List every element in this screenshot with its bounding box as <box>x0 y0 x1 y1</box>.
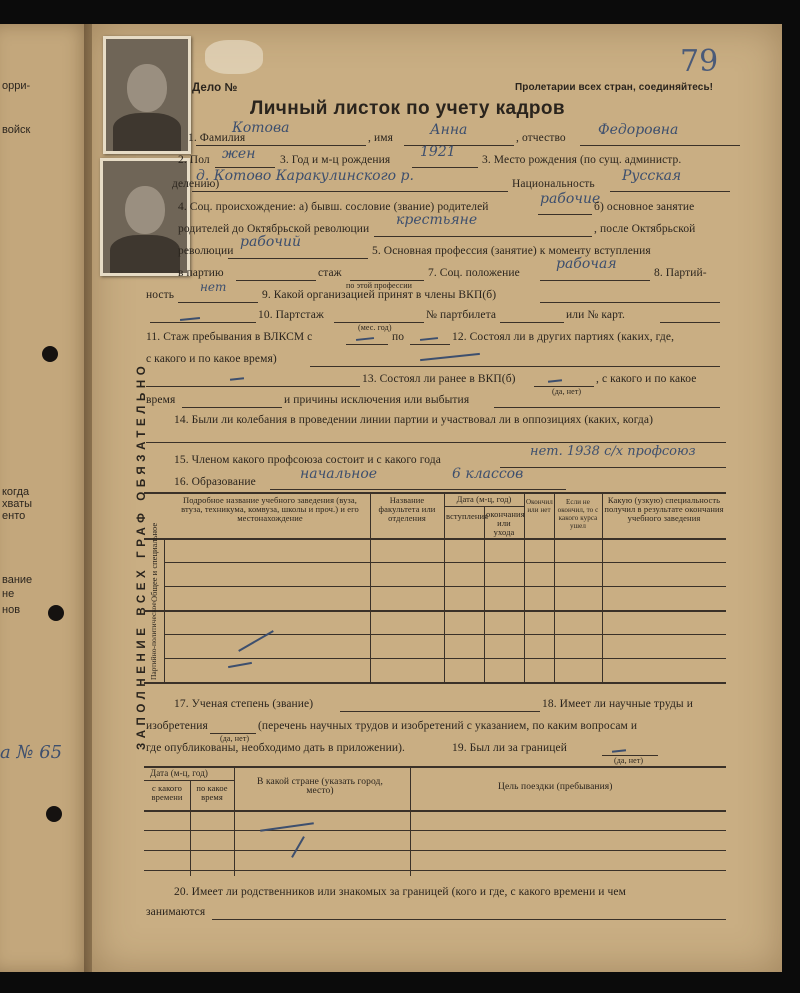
left-page-text: вание <box>2 574 33 586</box>
label-social-position: 7. Соц. положение <box>428 267 520 279</box>
edu-header-leaving: окончания или ухода <box>486 509 525 537</box>
left-page-text: орри- <box>2 80 31 92</box>
edu-row-label-general: Общее и специальное <box>149 522 159 602</box>
left-handwritten-number: а № 65 <box>0 742 63 763</box>
label-other-parties: 12. Состоял ли в других партиях (каких, где, <box>452 331 675 343</box>
label-after-revolution: , после Октябрьской <box>594 223 696 235</box>
label-party-entry: в партию <box>178 267 224 279</box>
label-education: 16. Образование <box>174 476 256 488</box>
label-yes-no: (да, нет) <box>552 387 582 396</box>
value-surname: Котова <box>232 120 290 136</box>
label-birth: 3. Год и м-ц рождения <box>280 154 391 166</box>
label-yes-no-3: (да, нет) <box>614 756 644 765</box>
value-party-membership: нет <box>200 280 227 294</box>
portrait-photo-bottom <box>100 158 190 276</box>
left-page-text: нов <box>2 604 21 616</box>
side-notice: ЗАПОЛНЕНИЕ ВСЕХ ГРАФ ОБЯЗАТЕЛЬНО <box>136 361 148 750</box>
value-birthplace: д. Котово Каракулинского р. <box>196 168 414 184</box>
label-month-year: (мес. год) <box>358 323 392 332</box>
label-patronymic: , отчество <box>516 132 566 144</box>
abroad-header-from: с какого времени <box>151 783 183 802</box>
value-social-position: рабочая <box>556 256 617 272</box>
value-sex: жен <box>222 146 256 162</box>
label-trade-union: 15. Членом какого профсоюза состоит и с какого года <box>174 454 441 466</box>
edu-header-faculty: Название факультета или отделения <box>378 495 436 523</box>
left-page-text: войск <box>2 124 31 136</box>
value-trade-union: нет. 1938 с/х профсоюз <box>530 444 696 459</box>
label-birthplace: 3. Место рождения (по сущ. администр. <box>482 154 682 166</box>
edu-header-specialty: Какую (узкую) специальность получил в результате окончания учебного заведения <box>604 495 724 523</box>
edu-header-date: Дата (м-ц, год) <box>456 494 512 504</box>
label-inventions: изобретения <box>146 720 208 732</box>
label-main-profession: 5. Основная профессия (занятие) к моменту вступления <box>372 245 651 257</box>
form-title: Личный листок по учету кадров <box>250 98 565 119</box>
label-works-list: (перечень научных трудов и изобретений с указанием, по каким вопросам и <box>258 720 638 732</box>
left-page-text: когда <box>2 486 30 498</box>
value-name: Анна <box>430 122 468 138</box>
label-party-card: № партбилета <box>426 309 497 321</box>
label-relatives-abroad: 20. Имеет ли родственников или знакомых за границей (кого и где, с какого времени и чем <box>174 886 626 898</box>
punch-hole <box>48 605 64 621</box>
label-hesitations: 14. Были ли колебания в проведении линии партии и участвовал ли в оппозициях (каких, когда) <box>174 414 654 426</box>
label-to: по <box>392 331 405 343</box>
slogan: Пролетарии всех стран, соединяйтесь! <box>515 82 714 93</box>
label-from-to: , с какого и по какое <box>596 373 697 385</box>
label-yes-no-2: (да, нет) <box>220 734 250 743</box>
edu-header-entry: вступления <box>446 511 489 521</box>
label-division: делению) <box>172 178 220 190</box>
label-card-number: или № карт. <box>566 309 626 321</box>
edu-header-institution: Подробное название учебного заведения (вуза, втуза, техникума, комвуза, школы и проч.) и его местонахождение <box>181 495 359 523</box>
abroad-header-purpose: Цель поездки (пребывания) <box>498 782 613 792</box>
corner-number: 79 <box>680 44 719 79</box>
label-party-tenure: 10. Партстаж <box>258 309 324 321</box>
value-education: начальное <box>300 466 378 482</box>
edu-header-graduated: Окончил или нет <box>526 498 553 514</box>
punch-hole <box>46 806 62 822</box>
label-accepted-by: 9. Какой организацией принят в члены ВКП(б) <box>262 289 497 301</box>
abroad-header-country: В какой стране (указать город, место) <box>257 777 383 796</box>
edu-header-course: Если не окончил, то с какого курса ушел <box>557 498 599 530</box>
label-party-membership: 8. Партий- <box>654 267 707 279</box>
label-this-profession: по этой профессии <box>346 281 412 290</box>
label-nationality: Национальность <box>512 178 595 190</box>
value-nationality: Русская <box>622 168 682 184</box>
value-before-revolution: крестьяне <box>396 212 478 228</box>
edu-row-label-political: Партийно-политическое <box>149 602 158 680</box>
label-main-occupation: б) основное занятие <box>594 201 695 213</box>
label-time: время <box>146 394 176 406</box>
label-surname: 1. Фамилия <box>188 132 246 144</box>
value-patronymic: Федоровна <box>598 122 679 138</box>
left-page-text: не <box>2 588 15 600</box>
label-sex: 2. Пол <box>178 154 210 166</box>
abroad-header-to: по какое время <box>196 783 228 802</box>
label-academic-degree: 17. Ученая степень (звание) <box>174 698 314 710</box>
value-education-classes: 6 классов <box>452 466 524 482</box>
label-published: где опубликованы, необходимо дать в приложении). <box>146 742 405 754</box>
value-birth-year: 1921 <box>420 144 456 160</box>
label-before-revolution: родителей до Октябрьской революции <box>178 223 370 235</box>
delo-label: Дело № <box>192 82 238 94</box>
portrait-photo-top <box>103 36 191 154</box>
left-page-text: енто <box>2 510 26 522</box>
label-abroad: 19. Был ли за границей <box>452 742 567 754</box>
label-reasons: и причины исключения или выбытия <box>284 394 470 406</box>
label-period: с какого и по какое время) <box>146 353 277 365</box>
value-after-revolution: рабочий <box>240 234 302 250</box>
abroad-header-date: Дата (м-ц, год) <box>150 768 208 778</box>
label-scientific-works: 18. Имеет ли научные труды и <box>542 698 693 710</box>
label-name: , имя <box>368 132 393 144</box>
left-page-text: хваты <box>2 498 33 510</box>
label-vkpb-before: 13. Состоял ли ранее в ВКП(б) <box>362 373 516 385</box>
label-social-origin: 4. Соц. происхождение: а) бывш. сословие (звание) родителей <box>178 201 489 213</box>
value-parents-estate: рабочие <box>540 191 601 207</box>
label-experience: стаж <box>318 267 342 279</box>
label-occupation: занимаются <box>146 906 206 918</box>
stamp-mark <box>205 40 263 74</box>
punch-hole <box>42 346 58 362</box>
label-komsomol: 11. Стаж пребывания в ВЛКСМ с <box>146 331 313 343</box>
label-revolution: революции <box>178 245 234 257</box>
label-membership-cont: ность <box>146 289 175 301</box>
